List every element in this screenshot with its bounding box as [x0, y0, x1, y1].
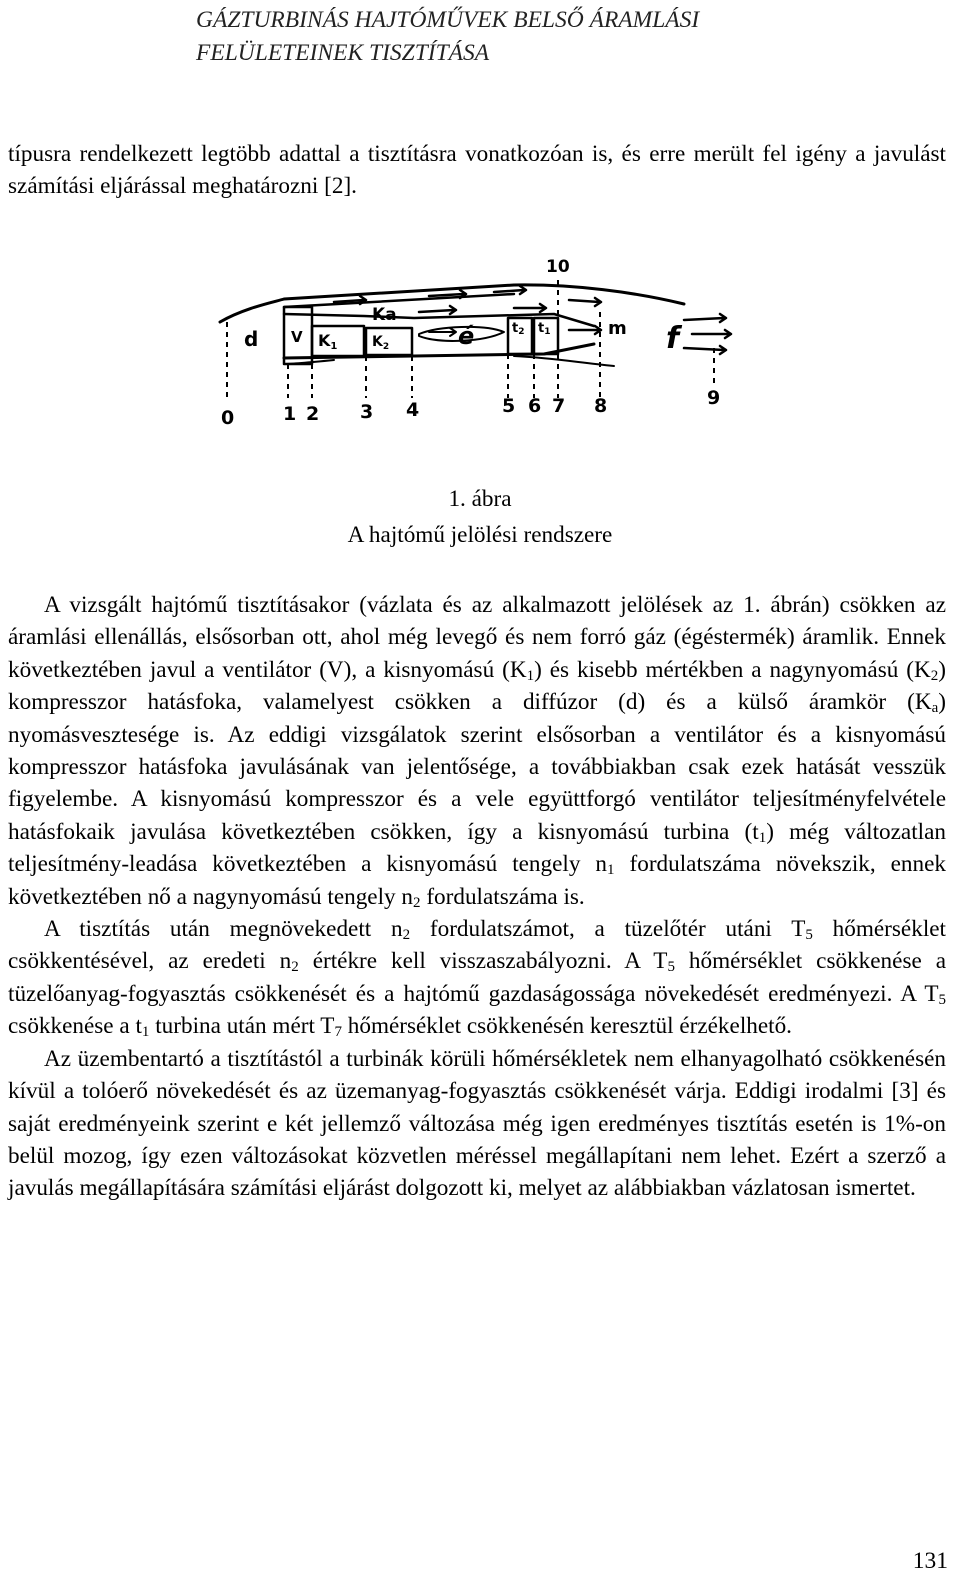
exhaust-arrow-1	[684, 314, 726, 322]
engine-schematic-figure	[214, 252, 774, 437]
core-arrow-2	[514, 304, 546, 312]
outer-duct-label: Ka	[372, 305, 397, 325]
station-label-1: 1	[283, 403, 297, 425]
body-paragraph-3: Az üzembentartó a tisztítástól a turbinák körüli hőmérsékletek nem elhanyagolható csökkenésén kívül a tolóerő növekedését és az üzemanyag-fogyasztás csökkenését várja. Eddigi irodalmi [3] és saját eredményeink szerint e két jellemző változása még igen eredményes tisztítás esetén is 1%-on belül mozog, így ezen változásokat közvetlen méréssel megállapítani nem lehet. Ezért a szerző a javulás megállapítására számítási eljárást dolgozott ki, melyet az alábbiakban vázlatosan ismertet.	[8, 1045, 946, 1202]
engine-schematic-drawing	[214, 252, 774, 437]
body-paragraph-2: A tisztítás után megnövekedett $n_2$ fordulatszámot, a tüzelőtér utáni $T_5$ hőmérséklet csökkentésével, az eredeti $n_2$ értékre kell visszaszabályozni. A $T_5$ hőmérséklet csökkenése a tüzelőanyag-fogyasztás csökkenését és a hajtómű gazdaságossága növekedését eredményezi. A $T_5$ csökkenése a $t_1$ turbina után mért $T_7$ hőmérséklet csökkenésén keresztül érzékelhető.	[8, 916, 946, 1041]
station-label-8: 8	[594, 395, 608, 417]
station-label-5: 5	[502, 395, 516, 417]
lp-compressor-label: K1	[318, 331, 338, 352]
body-text	[8, 589, 946, 1205]
station-label-0: 0	[221, 407, 235, 429]
hp-turbine-label: t2	[512, 321, 525, 337]
diffuser-label: d	[244, 327, 259, 351]
station-label-7: 7	[552, 395, 566, 417]
mixer-label: m	[608, 318, 627, 339]
page-number: 131	[912, 1548, 948, 1574]
figure-caption-title: A hajtómű jelölési rendszere	[347, 522, 613, 548]
core-arrow-3	[569, 298, 601, 306]
figure-caption-number: 1. ábra	[448, 486, 512, 512]
body-paragraph-1: A vizsgált hajtómű tisztításakor (vázlata és az alkalmazott jelölések az 1. ábrán) csökken az áramlási ellenállás, elsősorban ott, ahol még levegő és nem forró gáz (égéstermék) áramlik. Ennek következtében javul a ventilátor (V), a kisnyomású $(K_1)$ és kisebb mértékben a nagynyomású $(K_2)$ kompresszor hatásfoka, valamelyest csökken a diffúzor (d) és a külső áramkör $(K_a)$ nyomásvesztesége is. Az eddigi vizsgálatok szerint elsősorban a ventilátor és a kisnyomású kompresszor hatásfoka javulásának van jelentősége, a továbbiakban csak ezek hatását vesszük figyelembe. A kisnyomású kompresszor és a vele együttforgó ventilátor teljesítményfelvétele hatásfokaik javulása következtében csökken, így a kisnyomású turbina $(t_1)$ még változatlan teljesítmény-leadása következtében a kisnyomású tengely $n_1$ fordulatszáma növekszik, ennek következtében nő a nagynyomású tengely $n_2$ fordulatszáma is.	[8, 592, 946, 911]
intro-paragraph	[8, 138, 946, 203]
station-label-6: 6	[528, 395, 542, 417]
running-header-line-1: GÁZTURBINÁS HAJTÓMŰVEK BELSŐ ÁRAMLÁSI	[196, 7, 700, 33]
exhaust-arrow-3	[684, 346, 726, 354]
station-label-9: 9	[707, 387, 721, 409]
core-arrow-1	[419, 306, 456, 314]
intro-paragraph-text: típusra rendelkezett legtöbb adattal a tisztításra vonatkozóan is, és erre merült fel igény a javulást számítási eljárással meghatározni [2].	[8, 141, 946, 200]
core-upper-wall	[284, 314, 594, 326]
lp-turbine-label: t1	[538, 321, 551, 337]
running-header	[196, 4, 699, 70]
core-arrow-4	[569, 326, 601, 334]
free-stream-label: f	[666, 321, 680, 356]
station-label-3: 3	[360, 401, 374, 423]
station-label-10: 10	[546, 257, 570, 277]
fan-label: V	[291, 328, 303, 346]
combustor-label: é	[458, 322, 475, 350]
hp-compressor-label: $K_2$	[372, 334, 390, 352]
station-label-4: 4	[406, 399, 420, 421]
station-label-2: 2	[306, 403, 320, 425]
running-header-line-2: FELÜLETEINEK TISZTÍTÁSA	[196, 40, 490, 66]
exhaust-arrow-2	[692, 330, 731, 338]
